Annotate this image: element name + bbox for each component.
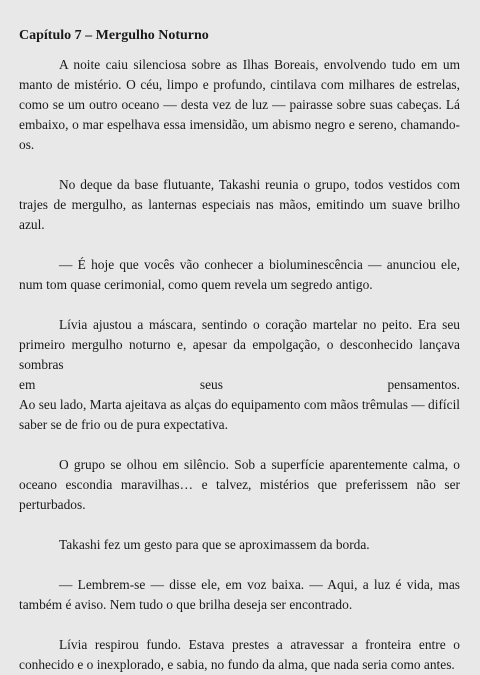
spread-word-3: pensamentos. [387, 377, 460, 392]
paragraph-6: Takashi fez um gesto para que se aproximassem da borda. [59, 537, 370, 552]
paragraph-8: Lívia respirou fundo. Estava prestes a atravessar a fronteira entre o conhecido e o inexplorado, e sabia, no fundo da alma, que nada seria como antes. [19, 637, 460, 672]
paragraph-4-part-2: Ao seu lado, Marta ajeitava as alças do equipamento com mãos trêmulas — difícil saber se de frio ou de pura expectativa. [19, 397, 461, 432]
paragraph-1: A noite caiu silenciosa sobre as Ilhas Boreais, envolvendo tudo em um manto de mistério. O céu, limpo e profundo, cintilava com milhares de estrelas, como se um outro oceano — desta vez de luz — pairasse sobre suas cabeças. Lá embaixo, o mar espelhava essa imensidão, um abismo negro e sereno, chamando-os. [19, 57, 460, 152]
paragraph-5: O grupo se olhou em silêncio. Sob a superfície aparentemente calma, o oceano escondia maravilhas… e talvez, mistérios que preferissem não ser perturbados. [19, 457, 460, 512]
paragraph-4-spread-line [19, 375, 460, 395]
paragraph-4 [19, 315, 460, 435]
paragraph-4-part-1: Lívia ajustou a máscara, sentindo o coração martelar no peito. Era seu primeiro mergulho noturno e, apesar da empolgação, o desconhecido lançava sombras [19, 317, 460, 372]
paragraph-7: — Lembrem-se — disse ele, em voz baixa. — Aqui, a luz é vida, mas também é aviso. Nem tudo o que brilha deseja ser encontrado. [19, 577, 460, 612]
chapter-title: Capítulo 7 – Mergulho Noturno [19, 28, 209, 43]
spread-word-2: seus [199, 377, 223, 392]
paragraph-3: — É hoje que vocês vão conhecer a bioluminescência — anunciou ele, num tom quase cerimonial, como quem revela um segredo antigo. [19, 257, 460, 292]
spread-word-1: em [19, 377, 36, 392]
paragraph-2: No deque da base flutuante, Takashi reunia o grupo, todos vestidos com trajes de mergulho, as lanternas especiais nas mãos, emitindo um suave brilho azul. [19, 177, 460, 232]
